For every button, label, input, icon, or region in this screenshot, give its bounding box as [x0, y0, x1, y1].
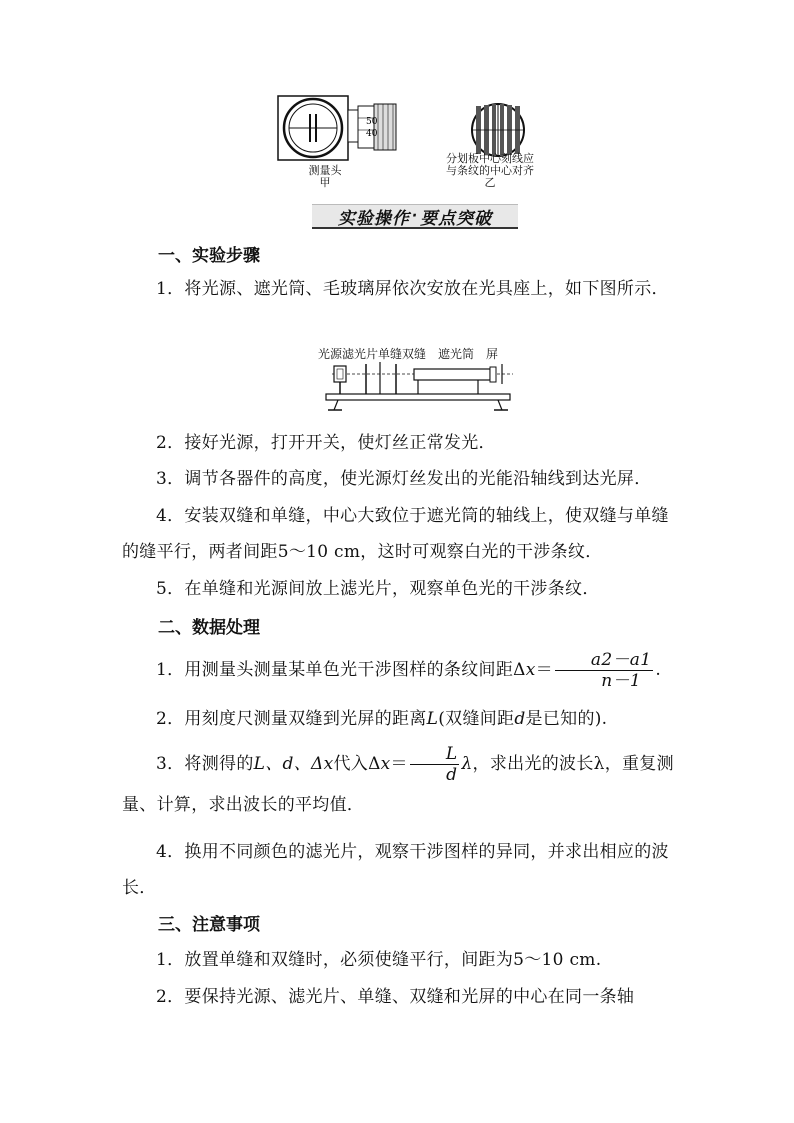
section2-heading: 二、数据处理: [158, 618, 260, 638]
data-item3-vars: L、d、Δx: [253, 754, 334, 774]
data-item2-L: L: [426, 709, 439, 729]
data-item4: 4．换用不同颜色的滤光片，观察干涉图样的异同，并求出相应的波长．: [122, 842, 669, 898]
dial-number-40: 40: [366, 129, 378, 139]
apparatus-diagram: [318, 358, 518, 416]
section3-heading: 三、注意事项: [158, 915, 260, 935]
section1-heading: 一、实验步骤: [158, 246, 260, 266]
data-item1-end: .: [655, 660, 662, 680]
measuring-head-caption: [295, 165, 355, 189]
note-item1: 1．放置单缝和双缝时，必须使缝平行，间距为5～10 cm.: [156, 950, 602, 970]
data-item2-d: d: [514, 709, 526, 729]
fraction-denominator: n－1: [601, 671, 641, 691]
step2-text: 2．接好光源，打开开关，使灯丝正常发光．: [156, 433, 496, 453]
data-item1: [122, 648, 677, 692]
data-item3-lambda: λ: [461, 754, 473, 774]
fringe-spacing-fraction: [555, 650, 653, 691]
fraction-numerator: a2－a1: [555, 650, 653, 671]
banner-part1: 实验操作: [337, 208, 410, 229]
fraction-L: L: [410, 744, 460, 765]
note-item2: 2．要保持光源、滤光片、单缝、双缝和光屏的中心在同一条轴: [156, 987, 635, 1007]
apparatus-labels: 光源滤光片单缝双缝 遮光筒 屏: [318, 347, 499, 361]
data-item2-end: 是已知的).: [525, 709, 608, 729]
reticle-caption-line2: 与条纹的中心对齐: [446, 164, 534, 177]
measuring-head-drawing: [278, 96, 396, 160]
data-item1-text: 1．用测量头测量某单色光干涉图样的条纹间距Δ: [156, 660, 526, 680]
fraction-d: d: [446, 765, 458, 785]
reticle-caption: [430, 153, 550, 189]
wavelength-fraction: [410, 744, 460, 785]
reticle-drawing: [472, 104, 524, 156]
dial-number-50: 50: [366, 117, 378, 127]
data-item1-var: x: [525, 660, 536, 680]
data-item3: [122, 744, 677, 825]
step3-text: 3．调节各器件的高度，使光源灯丝发出的光能沿轴线到达光屏．: [156, 469, 652, 489]
data-item2: [122, 701, 677, 737]
banner-part2: 要点突破: [420, 208, 493, 229]
measuring-head-label: 测量头: [308, 164, 342, 177]
data-item3-a: 3．将测得的: [156, 754, 254, 774]
reticle-caption-line1: 分划板中心刻线应: [446, 152, 534, 165]
data-item1-eq: ＝: [535, 660, 553, 680]
data-item2-text: 2．用刻度尺测量双缝到光屏的距离: [156, 709, 427, 729]
data-item2-mid: (双缝间距: [438, 709, 515, 729]
figure-label-yi: 乙: [484, 176, 496, 189]
data-item3-b: 代入Δ: [333, 754, 381, 774]
banner-dot: ·: [411, 208, 419, 224]
step4-text: 4．安装双缝和单缝，中心大致位于遮光筒的轴线上，使双缝与单缝的缝平行，两者间距5～10 cm，这时可观察白光的干涉条纹．: [122, 506, 669, 562]
data-item3-c: ，求出光的波长λ，重复测量、计算，求出波长的平均值．: [122, 754, 674, 815]
step5-text: 5．在单缝和光源间放上滤光片，观察单色光的干涉条纹．: [156, 579, 600, 599]
data-item3-x: x: [380, 754, 391, 774]
figure-label-jia: 甲: [319, 176, 331, 189]
step1-text: 1．将光源、遮光筒、毛玻璃屏依次安放在光具座上，如下图所示．: [156, 279, 669, 299]
data-item3-eq: ＝: [390, 754, 408, 774]
section-banner: [312, 204, 518, 229]
